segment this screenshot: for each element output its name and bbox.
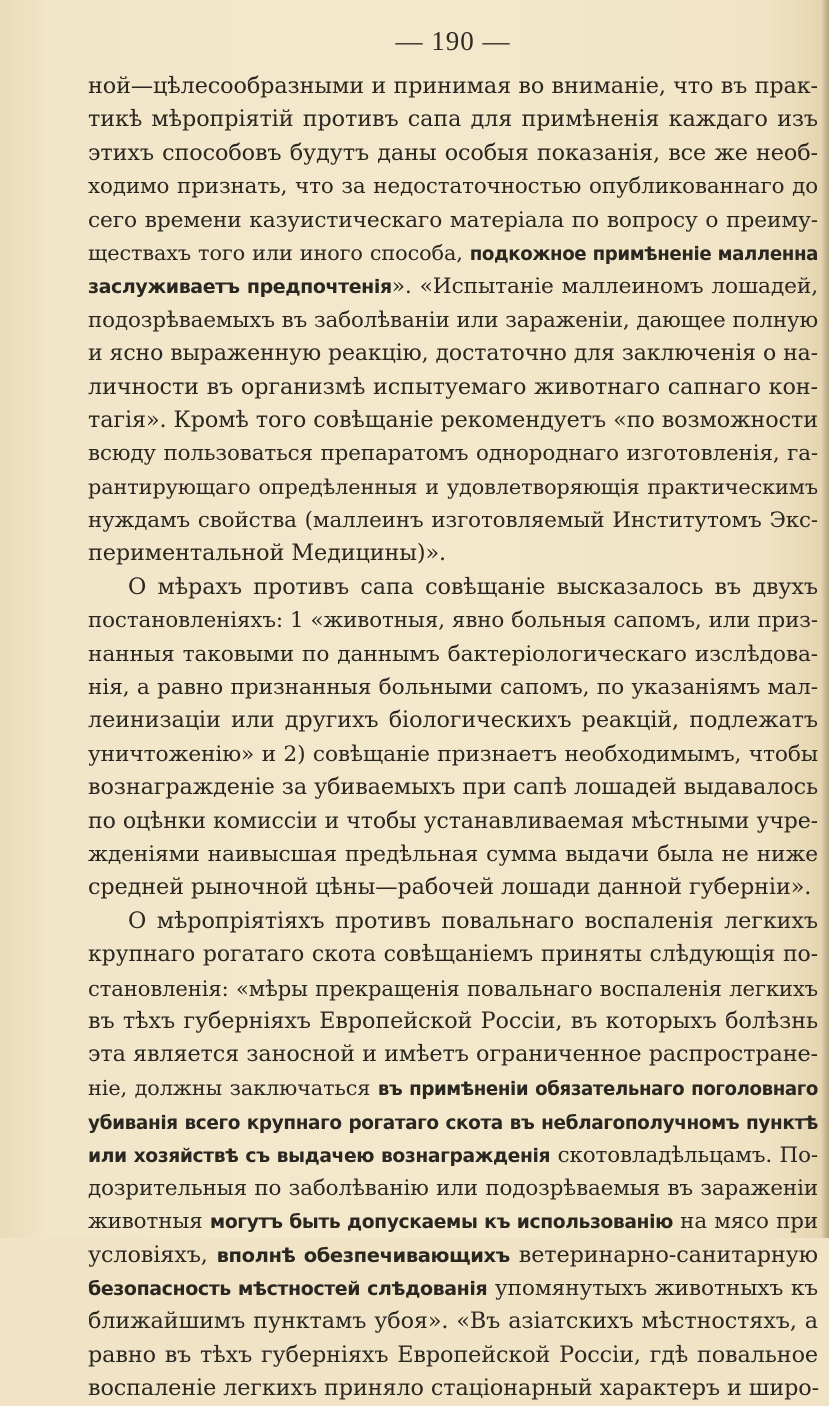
text-line: [88, 471, 818, 504]
text-line: [88, 337, 818, 370]
text-segment: леинизаціи или другихъ біологическихъ реакцій, подлежатъ: [88, 707, 818, 734]
text-segment: и ясно выраженную реакцію, достаточно для заключенія о на-: [88, 341, 818, 367]
body-text: [88, 70, 818, 1406]
text-line: [88, 270, 818, 303]
text-line: [88, 671, 818, 704]
text-line: [88, 1072, 818, 1105]
text-segment: скотовладѣльцамъ. По-: [550, 1142, 818, 1168]
text-line: [88, 304, 818, 337]
text-line: [88, 905, 818, 938]
text-line: [88, 437, 818, 470]
text-segment: всюду пользоваться препаратомъ однороднаго изготовленія, га-: [88, 441, 818, 467]
text-segment: по оцѣнки комиссіи и чтобы устанавливаемая мѣстными учре-: [88, 808, 818, 834]
text-line: [88, 638, 818, 671]
text-line: [88, 1272, 818, 1305]
text-segment: подозрѣваемыхъ въ заболѣваніи или зараженіи, дающее полную: [88, 307, 818, 333]
text-segment: вознагражденіе за убиваемыхъ при сапѣ лошадей выдавалось: [88, 774, 818, 801]
text-line: [88, 972, 818, 1005]
text-segment: ветеринарно-санитарную: [509, 1241, 818, 1268]
text-line: [88, 237, 818, 270]
text-line: [88, 571, 818, 604]
text-segment: крупнаго рогатаго скота совѣщаніемъ приняты слѣдующія по-: [88, 942, 818, 968]
text-segment: О мѣропріятіяхъ противъ повальнаго воспаленія легкихъ: [128, 907, 818, 934]
page-edge-shadow: [821, 0, 829, 1238]
text-segment: нанныя таковыми по даннымъ бактеріологическаго изслѣдова-: [88, 641, 818, 667]
text-line: [88, 938, 818, 971]
text-line: [88, 137, 818, 170]
text-segment: равно въ тѣхъ губерніяхъ Европейской Россіи, гдѣ повальное: [88, 1341, 818, 1368]
text-segment: ближайшимъ пунктамъ убоя». «Въ азіатскихъ мѣстностяхъ, а: [88, 1308, 818, 1335]
text-segment: на мясо при: [672, 1209, 818, 1235]
text-line: [88, 771, 818, 804]
text-segment: въ тѣхъ губерніяхъ Европейской Россіи, въ которыхъ болѣзнь: [88, 1007, 818, 1034]
text-line: [88, 871, 818, 904]
text-line: [88, 1339, 818, 1372]
text-line: [88, 1305, 818, 1338]
page-number: — 190 —: [395, 26, 511, 56]
text-segment: эта является заносной и имѣетъ ограниченное распростране-: [88, 1041, 818, 1068]
text-segment: дозрительныя по заболѣванію или подозрѣваемыя въ зараженіи: [88, 1175, 818, 1201]
text-segment: условіяхъ,: [88, 1241, 217, 1268]
text-line: [88, 838, 818, 871]
text-line: [88, 1372, 818, 1405]
emphasized-text: подкожное примѣненіе малленна: [469, 243, 818, 265]
text-line: [88, 537, 818, 570]
text-line: [88, 738, 818, 771]
emphasized-text: заслуживаетъ предпочтенія: [88, 276, 392, 299]
text-segment: периментальной Медицины)».: [88, 540, 447, 567]
text-line: [88, 1139, 818, 1172]
text-segment: ной—цѣлесообразными и принимая во вниманіе, что въ прак-: [88, 73, 818, 99]
text-segment: сего времени казуистическаго матеріала по вопросу о преиму-: [88, 207, 818, 233]
text-segment: упомянутыхъ животныхъ къ: [487, 1276, 818, 1302]
text-segment: воспаленіе легкихъ приняло стаціонарный характеръ и широ-: [88, 1375, 820, 1402]
text-line: [88, 1005, 818, 1038]
text-line: [88, 1205, 818, 1238]
text-segment: тагія». Кромѣ того совѣщаніе рекомендуетъ «по возможности: [88, 406, 818, 433]
emphasized-text: или хозяйствѣ съ выдачею вознагражденія: [88, 1145, 551, 1167]
text-line: [88, 371, 818, 404]
text-line: [88, 103, 818, 136]
text-segment: средней рыночной цѣны—рабочей лошади данной губерніи».: [88, 874, 812, 901]
text-line: [88, 1239, 818, 1272]
text-line: [88, 70, 818, 103]
text-line: [88, 170, 818, 203]
text-line: [88, 604, 818, 637]
text-segment: ніе, должны заключаться: [88, 1075, 378, 1100]
text-segment: ходимо признать, что за недостаточностью опубликованнаго до: [88, 174, 818, 200]
text-segment: постановленіяхъ: 1 «животныя, явно больныя сапомъ, или приз-: [88, 608, 818, 634]
text-segment: ». «Испытаніе маллеиномъ лошадей,: [391, 274, 818, 300]
emphasized-text: убиванія всего крупнаго рогатаго скота въ неблагополучномъ пунктѣ: [88, 1113, 818, 1135]
text-segment: О мѣрахъ противъ сапа совѣщаніе высказалось въ двухъ: [128, 573, 818, 600]
text-segment: становленія: «мѣры прекращенія повальнаго воспаленія легкихъ: [88, 975, 818, 1001]
text-segment: жденіями наивысшая предѣльная сумма выдачи была не ниже: [88, 841, 818, 867]
text-segment: уничтоженію» и 2) совѣщаніе признаетъ необходимымъ, чтобы: [88, 741, 818, 767]
text-segment: рантирующаго опредѣленныя и удовлетворяющія практическимъ: [88, 474, 818, 499]
emphasized-text: могутъ быть допускаемы къ использованію: [209, 1212, 673, 1234]
emphasized-text: безопасность мѣстностей слѣдованія: [88, 1278, 488, 1301]
text-line: [88, 805, 818, 838]
text-segment: животныя: [88, 1209, 210, 1235]
text-line: [88, 404, 818, 437]
emphasized-text: вполнѣ обезпечивающихъ: [216, 1243, 510, 1267]
text-line: [88, 1038, 818, 1071]
text-line: [88, 504, 818, 537]
text-line: [88, 1172, 818, 1205]
emphasized-text: въ примѣненіи обязательнаго поголовнаго: [377, 1078, 818, 1100]
text-segment: нуждамъ свойства (маллеинъ изготовляемый Институтомъ Экс-: [88, 508, 818, 534]
text-segment: ществахъ того или иного способа,: [88, 240, 470, 265]
text-segment: тикѣ мѣропріятій противъ сапа для примѣненія каждаго изъ: [88, 106, 818, 133]
text-line: [88, 704, 818, 737]
text-line: [88, 1105, 818, 1138]
text-segment: личности въ организмѣ испытуемаго животнаго сапнаго кон-: [88, 373, 818, 400]
text-segment: нія, а равно признанныя больными сапомъ, по указаніямъ мал-: [88, 675, 818, 701]
text-line: [88, 204, 818, 237]
text-segment: этихъ способовъ будутъ даны особыя показанія, все же необ-: [88, 139, 818, 166]
